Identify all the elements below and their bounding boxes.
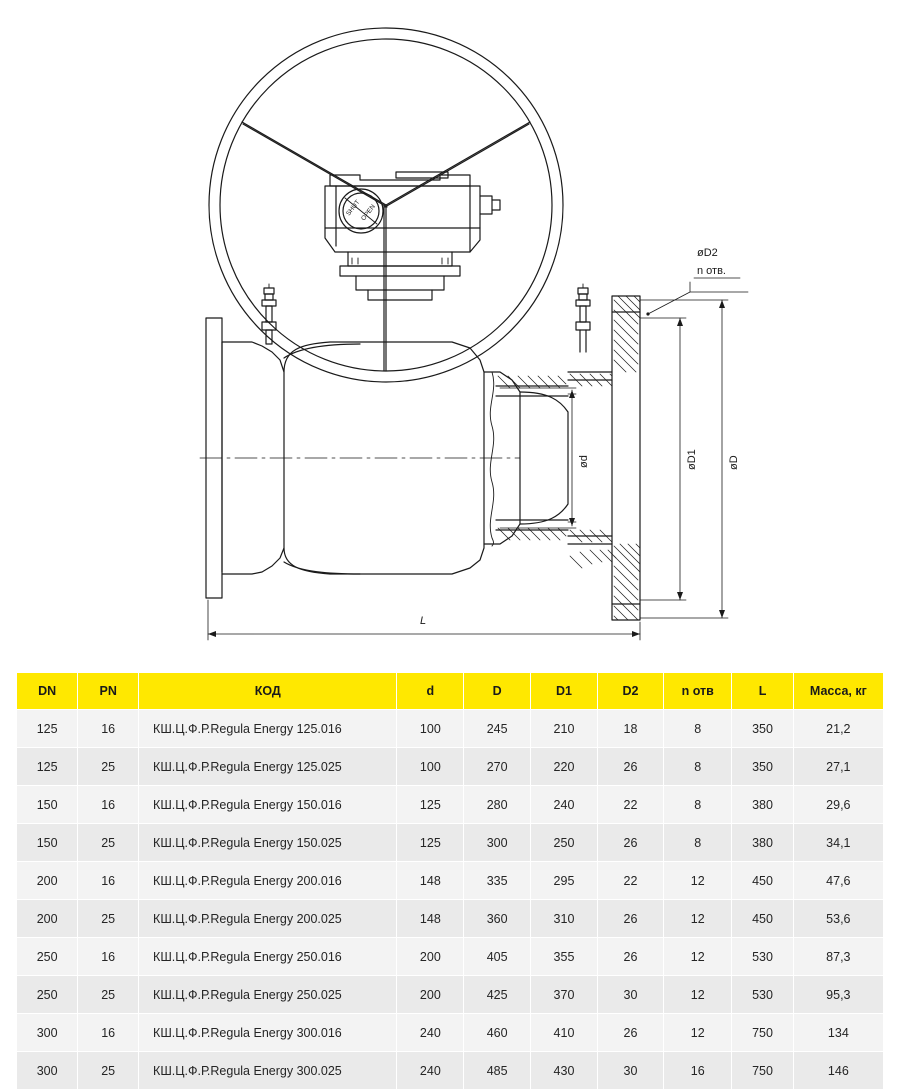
- cell-pn: 25: [78, 1052, 139, 1090]
- table-row: [17, 786, 884, 824]
- cell-d: 200: [397, 938, 464, 976]
- cell-n: 12: [664, 938, 732, 976]
- cell-D: 425: [464, 976, 531, 1014]
- th-L: L: [732, 673, 793, 710]
- dial-text-open: OPEN: [360, 203, 377, 223]
- th-D: D: [464, 673, 531, 710]
- cell-code: КШ.Ц.Ф.Р.Regula Energy 125.016: [139, 710, 397, 748]
- cell-L: 350: [732, 748, 793, 786]
- cell-D2: 22: [597, 862, 663, 900]
- cell-dn: 300: [17, 1052, 78, 1090]
- th-dn: DN: [17, 673, 78, 710]
- cell-pn: 25: [78, 976, 139, 1014]
- table-row: [17, 1014, 884, 1052]
- cell-D1: 295: [531, 862, 598, 900]
- cell-D1: 220: [531, 748, 598, 786]
- cell-D: 280: [464, 786, 531, 824]
- cell-d: 148: [397, 900, 464, 938]
- cell-D2: 30: [597, 1052, 663, 1090]
- cell-mass: 34,1: [793, 824, 883, 862]
- cell-L: 350: [732, 710, 793, 748]
- cell-D1: 370: [531, 976, 598, 1014]
- cell-D2: 26: [597, 900, 663, 938]
- cell-n: 12: [664, 900, 732, 938]
- cell-code: КШ.Ц.Ф.Р.Regula Energy 300.016: [139, 1014, 397, 1052]
- cell-D: 335: [464, 862, 531, 900]
- cell-mass: 146: [793, 1052, 883, 1090]
- label-phi-d2: øD2: [697, 247, 718, 259]
- cell-D: 460: [464, 1014, 531, 1052]
- th-code: КОД: [139, 673, 397, 710]
- cell-D1: 250: [531, 824, 598, 862]
- cell-pn: 25: [78, 824, 139, 862]
- cell-D2: 30: [597, 976, 663, 1014]
- cell-D2: 18: [597, 710, 663, 748]
- cell-L: 750: [732, 1052, 793, 1090]
- cell-pn: 25: [78, 900, 139, 938]
- cell-pn: 16: [78, 938, 139, 976]
- cell-mass: 47,6: [793, 862, 883, 900]
- cell-d: 240: [397, 1052, 464, 1090]
- label-phi-d1: øD1: [686, 449, 698, 470]
- cell-D2: 26: [597, 824, 663, 862]
- cell-D: 245: [464, 710, 531, 748]
- th-d: d: [397, 673, 464, 710]
- cell-L: 450: [732, 900, 793, 938]
- cell-L: 750: [732, 1014, 793, 1052]
- table-row: [17, 824, 884, 862]
- table-row: [17, 976, 884, 1014]
- spec-table: [16, 672, 884, 1090]
- dimension-lines: [208, 278, 748, 640]
- table-row: [17, 938, 884, 976]
- th-pn: PN: [78, 673, 139, 710]
- cell-d: 200: [397, 976, 464, 1014]
- cell-d: 125: [397, 824, 464, 862]
- cell-code: КШ.Ц.Ф.Р.Regula Energy 125.025: [139, 748, 397, 786]
- cell-code: КШ.Ц.Ф.Р.Regula Energy 150.016: [139, 786, 397, 824]
- table-row: [17, 748, 884, 786]
- cell-L: 380: [732, 824, 793, 862]
- cell-D2: 22: [597, 786, 663, 824]
- cell-d: 100: [397, 748, 464, 786]
- cell-code: КШ.Ц.Ф.Р.Regula Energy 250.016: [139, 938, 397, 976]
- cell-D1: 410: [531, 1014, 598, 1052]
- label-phi-D: øD: [728, 455, 740, 470]
- cell-D1: 355: [531, 938, 598, 976]
- cell-dn: 125: [17, 710, 78, 748]
- table-header-row: [17, 673, 884, 710]
- table-row: [17, 710, 884, 748]
- cell-D2: 26: [597, 1014, 663, 1052]
- cell-D1: 430: [531, 1052, 598, 1090]
- cell-n: 8: [664, 786, 732, 824]
- cell-pn: 16: [78, 1014, 139, 1052]
- cell-n: 8: [664, 824, 732, 862]
- cell-dn: 300: [17, 1014, 78, 1052]
- cell-n: 12: [664, 1014, 732, 1052]
- cell-dn: 150: [17, 824, 78, 862]
- label-L: L: [420, 615, 427, 627]
- table-row: [17, 1052, 884, 1090]
- cell-L: 450: [732, 862, 793, 900]
- cell-mass: 134: [793, 1014, 883, 1052]
- cell-dn: 250: [17, 976, 78, 1014]
- cell-D: 270: [464, 748, 531, 786]
- cell-mass: 53,6: [793, 900, 883, 938]
- cell-mass: 87,3: [793, 938, 883, 976]
- cell-dn: 200: [17, 900, 78, 938]
- cell-mass: 27,1: [793, 748, 883, 786]
- th-D2: D2: [597, 673, 663, 710]
- cell-n: 16: [664, 1052, 732, 1090]
- cell-n: 8: [664, 748, 732, 786]
- cell-D: 300: [464, 824, 531, 862]
- cell-n: 8: [664, 710, 732, 748]
- th-n: n отв: [664, 673, 732, 710]
- cell-d: 240: [397, 1014, 464, 1052]
- cell-mass: 21,2: [793, 710, 883, 748]
- cell-L: 530: [732, 938, 793, 976]
- th-D1: D1: [531, 673, 598, 710]
- label-n-otv: n отв.: [697, 265, 726, 277]
- th-mass: Масса, кг: [793, 673, 883, 710]
- cell-code: КШ.Ц.Ф.Р.Regula Energy 200.016: [139, 862, 397, 900]
- cell-D1: 210: [531, 710, 598, 748]
- cell-D: 485: [464, 1052, 531, 1090]
- cell-pn: 25: [78, 748, 139, 786]
- cell-code: КШ.Ц.Ф.Р.Regula Energy 150.025: [139, 824, 397, 862]
- cell-pn: 16: [78, 710, 139, 748]
- cell-mass: 95,3: [793, 976, 883, 1014]
- cell-D1: 310: [531, 900, 598, 938]
- cell-code: КШ.Ц.Ф.Р.Regula Energy 200.025: [139, 900, 397, 938]
- cell-D1: 240: [531, 786, 598, 824]
- cell-mass: 29,6: [793, 786, 883, 824]
- spec-table-wrapper: [16, 672, 884, 1090]
- cell-d: 100: [397, 710, 464, 748]
- cell-pn: 16: [78, 786, 139, 824]
- table-row: [17, 862, 884, 900]
- cell-L: 530: [732, 976, 793, 1014]
- label-phi-d: ød: [578, 455, 590, 468]
- cell-n: 12: [664, 862, 732, 900]
- cell-code: КШ.Ц.Ф.Р.Regula Energy 250.025: [139, 976, 397, 1014]
- cell-D: 405: [464, 938, 531, 976]
- cell-dn: 150: [17, 786, 78, 824]
- cell-n: 12: [664, 976, 732, 1014]
- cell-D2: 26: [597, 748, 663, 786]
- cell-D: 360: [464, 900, 531, 938]
- cell-d: 125: [397, 786, 464, 824]
- table-row: [17, 900, 884, 938]
- cell-d: 148: [397, 862, 464, 900]
- cell-code: КШ.Ц.Ф.Р.Regula Energy 300.025: [139, 1052, 397, 1090]
- cell-dn: 250: [17, 938, 78, 976]
- cell-pn: 16: [78, 862, 139, 900]
- cell-D2: 26: [597, 938, 663, 976]
- cell-L: 380: [732, 786, 793, 824]
- cell-dn: 200: [17, 862, 78, 900]
- cell-dn: 125: [17, 748, 78, 786]
- dial-text-shut: SHUT: [345, 198, 362, 218]
